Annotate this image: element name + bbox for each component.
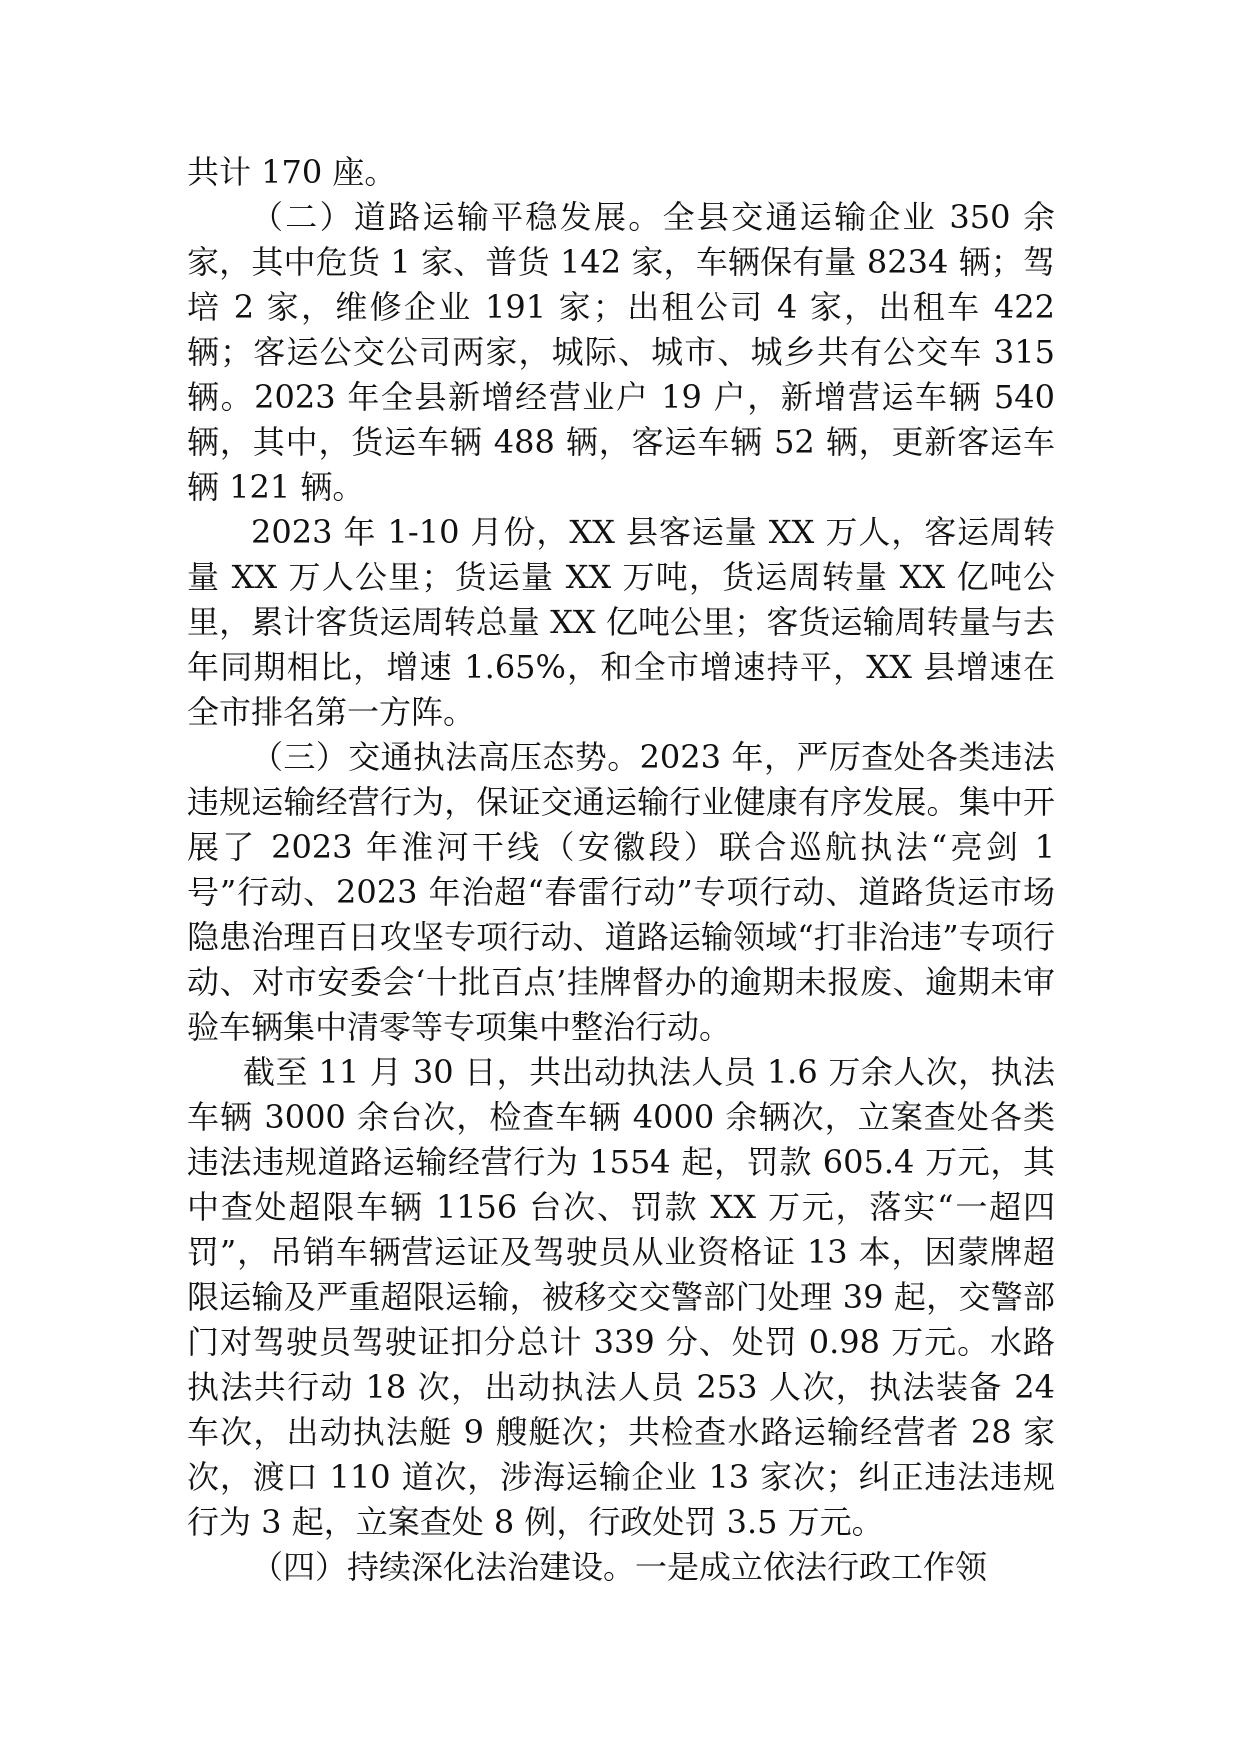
paragraph-law-enforcement: （三）交通执法高压态势。2023 年，严厉查处各类违法违规运输经营行为，保证交通运输行业健康有序发展。集中开展了 2023 年淮河干线（安徽段）联合巡航执法“亮剑 1 号”行动、2023 年治超“春雷行动”专项行动、道路货运市场隐患治理百日攻坚专项行动、道路运输领域“打非治违”专项行动、对市安委会‘十批百点’挂牌督办的逾期未报废、逾期未审验车辆集中清零等专项集中整治行动。 (187, 738, 1055, 1046)
paragraph-transport-volume: 2023 年 1-10 月份，XX 县客运量 XX 万人，客运周转量 XX 万人公里；货运量 XX 万吨，货运周转量 XX 亿吨公里，累计客货运周转总量 XX 亿吨公里；客货运输周转量与去年同期相比，增速 1.65%，和全市增速持平，XX 县增速在全市排名第一方阵。 (187, 513, 1055, 731)
document-body (187, 150, 1055, 1590)
paragraph-rule-of-law: （四）持续深化法治建设。一是成立依法行政工作领 (251, 1548, 988, 1586)
paragraph-continuation: 共计 170 座。 (187, 153, 397, 191)
paragraph-enforcement-stats: 截至 11 月 30 日，共出动执法人员 1.6 万余人次，执法车辆 3000 余台次，检查车辆 4000 余辆次，立案查处各类违法违规道路运输经营行为 1554 起，罚款 605.4 万元，其中查处超限车辆 1156 台次、罚款 XX 万元，落实“一超四罚”，吊销车辆营运证及驾驶员从业资格证 13 本，因蒙牌超限运输及严重超限运输，被移交交警部门处理 39 起，交警部门对驾驶员驾驶证扣分总计 339 分、处罚 0.98 万元。水路执法共行动 18 次，出动执法人员 253 人次，执法装备 24 车次，出动执法艇 9 艘艇次；共检查水路运输经营者 28 家次，渡口 110 道次，涉海运输企业 13 家次；纠正违法违规行为 3 起，立案查处 8 例，行政处罚 3.5 万元。 (187, 1053, 1055, 1541)
paragraph-road-transport: （二）道路运输平稳发展。全县交通运输企业 350 余家，其中危货 1 家、普货 142 家，车辆保有量 8234 辆；驾培 2 家，维修企业 191 家；出租公司 4 家，出租车 422 辆；客运公交公司两家，城际、城市、城乡共有公交车 315 辆。2023 年全县新增经营业户 19 户，新增营运车辆 540 辆，其中，货运车辆 488 辆，客运车辆 52 辆，更新客运车辆 121 辆。 (187, 198, 1055, 506)
